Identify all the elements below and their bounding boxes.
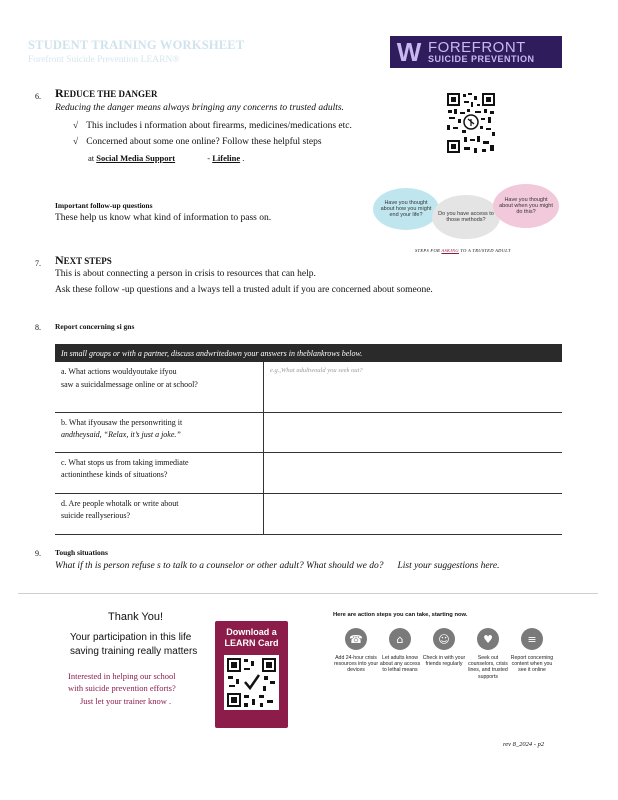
action-step: ☺ Check in with your friends regularly (421, 628, 467, 667)
section6-number: 6. (35, 92, 41, 101)
home-heart-icon: ⌂ (389, 628, 411, 650)
section8-number: 8. (35, 323, 41, 332)
answer-c[interactable] (264, 452, 563, 493)
answer-d[interactable] (264, 493, 563, 534)
followup-heading: Important follow-up questions (55, 201, 153, 210)
social-media-support-link[interactable]: Social Media Support (96, 153, 176, 163)
section7-heading: NEXT STEPS (55, 253, 112, 267)
question-bubble-1: Have you thought about how you might end your life? (373, 188, 439, 230)
question-c: c. What stops us from taking immediate actioninthese kinds of situations? (55, 452, 264, 493)
learn-card-qr-code (224, 655, 279, 710)
section7-line2: Ask these follow -up questions and a lways tell a trusted adult if you are concerned about someone. (55, 285, 433, 295)
section9-heading: Tough situations (55, 548, 108, 557)
table-header: In small groups or with a partner, discuss andwritedown your answers in theblankrows below. (55, 344, 562, 362)
thank-you-heading: Thank You! (108, 611, 164, 623)
helping-hand-icon: ♥ (477, 628, 499, 650)
action-step: ☎ Add 24-hour crisis resources into your devices (333, 628, 379, 674)
question-b: b. What ifyousaw the personwriting it andtheysaid, “Relax, it’s just a joke.” (55, 412, 264, 452)
table-row (55, 362, 562, 412)
participation-line1: Your participation in this life (70, 632, 192, 643)
section6-links: at Social Media Support - Lifeline . (88, 153, 245, 163)
table-row (55, 412, 562, 452)
worksheet-title: STUDENT TRAINING WORKSHEET (28, 38, 245, 52)
followup-text: These help us know what kind of information to pass on. (55, 213, 272, 223)
section6-intro: Reducing the danger means always bringing any concerns to trusted adults. (55, 103, 344, 113)
lifeline-link[interactable]: Lifeline (212, 153, 241, 163)
section7-line1: This is about connecting a person in crisis to resources that can help. (55, 269, 316, 279)
section6-bullet1: √ This includes i nformation about firearms, medicines/medications etc. (73, 121, 352, 131)
action-step: ≡ Report concerning content when you see it online (509, 628, 555, 674)
logo-line1: FOREFRONT (428, 39, 526, 56)
question-d: d. Are people whotalk or write about suicide reallyserious? (55, 493, 264, 534)
section7-number: 7. (35, 259, 41, 268)
question-a: a. What actions wouldyoutake ifyou saw a suicidalmessage online or at school? (55, 362, 264, 412)
action-step: ⌂ Let adults know about any access to lethal means (377, 628, 423, 674)
question-bubble-2: Do you have access to those methods? (432, 195, 500, 239)
footer-divider (18, 593, 598, 594)
broadcast-icon: ≡ (521, 628, 543, 650)
worksheet-subtitle: Forefront Suicide Prevention LEARN® (28, 55, 180, 65)
question-bubble-3: Have you thought about when you might do this? (493, 184, 559, 228)
bubble-caption: STEPS FOR ASKING TO A TRUSTED ADULT (415, 248, 511, 253)
table-row (55, 452, 562, 493)
answer-b[interactable] (264, 412, 563, 452)
section8-heading: Report concerning si gns (55, 322, 135, 331)
phone-icon: ☎ (345, 628, 367, 650)
qr-code (446, 92, 496, 154)
interested-text: Interested in helping our school with suicide prevention efforts? Just let your trainer know . (68, 671, 176, 706)
participation-line2: saving training really matters (70, 646, 198, 657)
download-learn-card-button[interactable]: Download a LEARN Card (215, 621, 288, 728)
revision-label: rev 8_2024 - p2 (503, 741, 545, 748)
people-icon: ☺ (433, 628, 455, 650)
section9-number: 9. (35, 549, 41, 558)
section9-text: What if th is person refuse s to talk to a counselor or other adult? What should we do? List your suggestions here. (55, 561, 500, 571)
answer-a[interactable]: e.g.,What adultwould you seek out? (264, 362, 563, 412)
section6-bullet2: √ Concerned about some one online? Follow these helpful steps (73, 137, 322, 147)
action-steps-heading: Here are action steps you can take, starting now. (333, 612, 468, 618)
table-row (55, 493, 562, 534)
forefront-logo (390, 36, 562, 68)
section6-heading: REDUCE THE DANGER (55, 86, 158, 100)
action-step: ♥ Seek out counselors, crisis lines, and trusted supports (465, 628, 511, 680)
logo-line2: SUICIDE PREVENTION (428, 54, 535, 64)
logo-w-mark: W (396, 37, 422, 67)
report-signs-table (55, 344, 562, 535)
